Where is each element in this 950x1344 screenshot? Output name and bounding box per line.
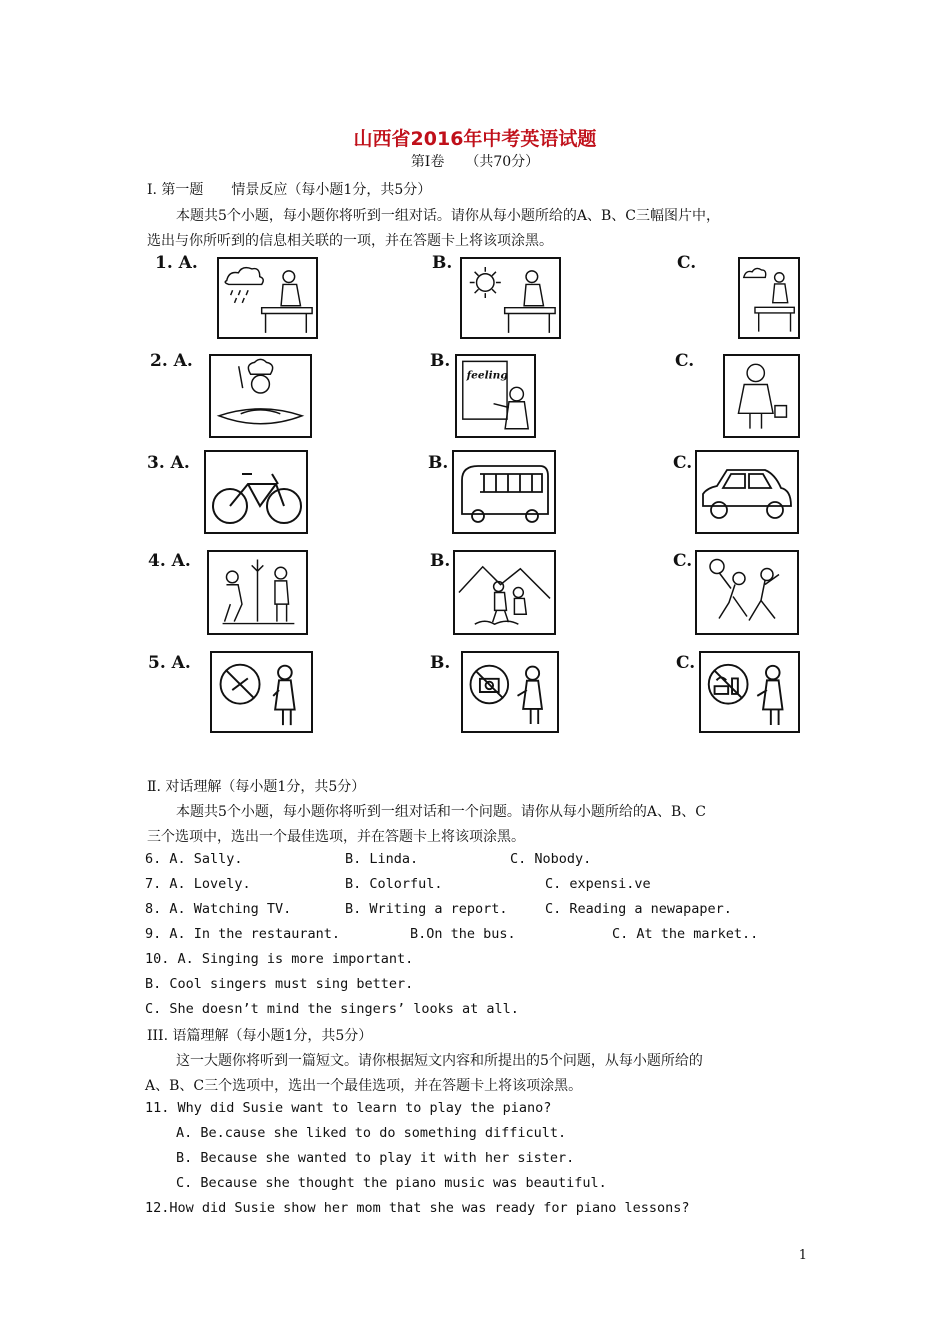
q5-label-a: 5. A. (148, 653, 191, 673)
q11-question: 11. Why did Susie want to learn to play the piano? (145, 1100, 552, 1116)
paper-subtitle: 第Ⅰ卷 （共70分） (410, 154, 540, 170)
picture-playing-ball (695, 550, 799, 635)
q7-option-c: C. expensi.ve (545, 876, 651, 892)
picture-bus (452, 450, 556, 534)
q2-label-a: 2. A. (150, 351, 193, 371)
section1-instruction-line1: 本题共5个小题，每小题你将听到一组对话。请你从每小题所给的A、B、C三幅图片中， (176, 208, 721, 224)
q2-label-c: C. (675, 351, 695, 371)
section3-instruction-line2: A、B、C三个选项中，选出一个最佳选项，并在答题卡上将该项涂黑。 (145, 1078, 583, 1094)
q11-option-a: A. Be.cause she liked to do something difficult. (176, 1125, 567, 1141)
q3-label-b: B. (428, 453, 449, 473)
q10-option-b: B. Cool singers must sing better. (145, 976, 414, 992)
q10-option-c: C. She doesn’t mind the singers’ looks at all. (145, 1001, 519, 1017)
q3-label-c: C. (673, 453, 693, 473)
q2-label-b: B. (430, 351, 451, 371)
q11-option-c: C. Because she thought the piano music was beautiful. (176, 1175, 607, 1191)
picture-chef-cooking (209, 354, 312, 438)
q12-question: 12.How did Susie show her mom that she was ready for piano lessons? (145, 1200, 690, 1216)
q4-label-b: B. (430, 551, 451, 571)
q5-label-c: C. (676, 653, 696, 673)
picture-car (695, 450, 799, 534)
section1-heading: Ⅰ. 第一题 情景反应（每小题1分，共5分） (147, 182, 432, 198)
q6-option-a: 6. A. Sally. (145, 851, 243, 867)
q4-label-a: 4. A. (148, 551, 191, 571)
q8-option-a: 8. A. Watching TV. (145, 901, 292, 917)
q4-label-c: C. (673, 551, 693, 571)
section3-instruction-line1: 这一大题你将听到一篇短文。请你根据短文内容和所提出的5个问题，从每小题所给的 (176, 1053, 703, 1069)
picture-planting-trees (207, 550, 308, 635)
q6-option-c: C. Nobody. (510, 851, 592, 867)
picture-hiking (453, 550, 556, 635)
picture-sunny-desk (460, 257, 561, 339)
picture-bicycle (204, 450, 308, 534)
section2-instruction-line1: 本题共5个小题，每小题你将听到一组对话和一个问题。请你从每小题所给的A、B、C (176, 804, 707, 820)
picture-no-smoking-sign (210, 651, 313, 733)
exam-title: 山西省2016年中考英语试题 (353, 128, 597, 150)
q11-option-b: B. Because she wanted to play it with her sister. (176, 1150, 575, 1166)
picture-teacher-board (455, 354, 536, 438)
q9-option-b: B.On the bus. (410, 926, 516, 942)
picture-no-food-sign (699, 651, 800, 733)
q7-option-a: 7. A. Lovely. (145, 876, 251, 892)
q6-option-b: B. Linda. (345, 851, 419, 867)
q1-label-c: C. (677, 253, 697, 273)
q7-option-b: B. Colorful. (345, 876, 443, 892)
q5-label-b: B. (430, 653, 451, 673)
q1-label-a: 1. A. (155, 253, 198, 273)
section2-heading: Ⅱ. 对话理解（每小题1分，共5分） (147, 779, 366, 795)
picture-cloudy-desk (738, 257, 800, 339)
board-word: feeling (466, 369, 508, 382)
q3-label-a: 3. A. (147, 453, 190, 473)
page-number: 1 (798, 1248, 807, 1263)
q10-option-a: 10. A. Singing is more important. (145, 951, 414, 967)
q8-option-c: C. Reading a newapaper. (545, 901, 732, 917)
section1-instruction-line2: 选出与你所听到的信息相关联的一项，并在答题卡上将该项涂黑。 (147, 233, 553, 249)
picture-no-photos-sign (461, 651, 559, 733)
q1-label-b: B. (432, 253, 453, 273)
picture-rainy-desk (217, 257, 318, 339)
q8-option-b: B. Writing a report. (345, 901, 508, 917)
section2-instruction-line2: 三个选项中，选出一个最佳选项，并在答题卡上将该项涂黑。 (147, 829, 525, 845)
q9-option-a: 9. A. In the restaurant. (145, 926, 341, 942)
picture-doctor (723, 354, 800, 438)
q9-option-c: C. At the market.. (612, 926, 759, 942)
section3-heading: III. 语篇理解（每小题1分，共5分） (147, 1028, 373, 1044)
